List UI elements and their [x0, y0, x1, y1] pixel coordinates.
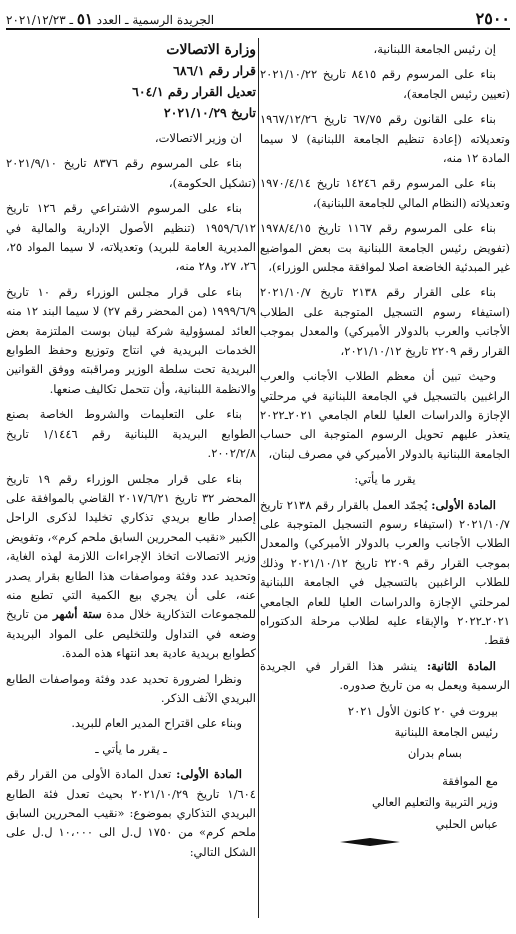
- decides-heading: ـ يقرر ما يأتي ـ: [95, 741, 167, 756]
- paragraph: بناء على المرسوم الاشتراعي رقم ١٢٦ تاريخ ١٩٥٩/٦/١٢ (تنظيم الأصول الإدارية والمالية في المديرية العامة للبريد) وتعديلاته، لا سيما المواد ٢٥، ٢٦، ٢٧، و٢٨ منه،: [6, 201, 256, 274]
- decision-number: قرار رقم ٦٨٦/١: [173, 63, 256, 78]
- preamble: ان وزير الاتصالات،: [154, 131, 242, 145]
- right-column: [260, 40, 510, 846]
- article-1: [260, 496, 510, 651]
- article-1: [6, 765, 256, 862]
- ministry-title: وزارة الاتصالات: [166, 42, 256, 58]
- page-number: ٢٥٠٠: [475, 9, 510, 28]
- left-column: [6, 40, 256, 868]
- paragraph: بناء على التعليمات والشروط الخاصة بصنع الطوابع البريدية اللبنانية رقم ١/١٤٤٦ تاريخ ٢٠٠٢/٢/٨.: [6, 407, 256, 461]
- issue-info: [6, 10, 214, 28]
- paragraph: بناء على المرسوم رقم ٨٤١٥ تاريخ ٢٠٢١/١٠/٢٢ (تعيين رئيس الجامعة)،: [260, 67, 510, 101]
- article-2: [260, 657, 510, 696]
- end-of-document-mark: [340, 838, 400, 846]
- decision-date: تاريخ ٢٠٢١/١٠/٢٩: [163, 105, 256, 120]
- article-text: يُجمّد العمل بالقرار رقم ٢١٣٨ تاريخ ٢٠٢١/١٠/٧ (استيفاء رسوم التسجيل المتوجبة على الطلاب الأجانب والعرب بالدولار الأميركي) والمعدل بموجب القرار رقم ٢٢٠٩ تاريخ ٢٠٢١/١٠/١٢ وذلك للطلاب الراغبين بالتسجيل في الجامعة اللبنانية لمرحلتي الإجازة والدراسات العليا للعام الجامعي ٢٠٢١ـ٢٠٢٢ والإبقاء عليه لطلاب مرحلة الدكتوراه فقط.: [260, 497, 510, 648]
- amendment-title: تعديل القرار رقم ٦٠٤/١: [132, 84, 256, 99]
- article-title: المادة الثانية:: [426, 658, 496, 673]
- paragraph: بناء على القرار رقم ٢١٣٨ تاريخ ٢٠٢١/١٠/٧ (استيفاء رسوم التسجيل المتوجبة على الطلاب الأجانب والعرب بالدولار الأميركي) والمعدل بموجب القرار رقم ٢٢٠٩ تاريخ ٢٠٢١/١٠/١٢،: [260, 285, 510, 358]
- signature-date: بيروت في ٢٠ كانون الأول ٢٠٢١: [347, 703, 498, 718]
- approval-label: مع الموافقة: [442, 773, 498, 788]
- paragraph-text: بناء على قرار مجلس الوزراء رقم ١٩ تاريخ المحضر ٣٢ تاريخ ٢٠١٧/٦/٢١ القاضي بالموافقة على إصدار طابع بريدي تذكاري تخليدا لذكرى الراحل الكبير «نقيب المحررين السابق ملحم كرم»، وتفويض وزير الاتصالات اتخاذ الإجراءات اللازمة لهذه الغاية، وتحديد عدد وفئة ومواصفات هذا الطابع بقرار يصدر عنه، على أن يجري بيع الكمية التي تطبع منه للمجموعات التذكارية خلال مدة: [6, 471, 256, 622]
- article-title: المادة الأولى:: [176, 767, 242, 782]
- signatory-title: رئيس الجامعة اللبنانية: [394, 725, 498, 739]
- paragraph-text: من تاريخ وضعه في التداول وللتخليص على المواد البريدية كطوابع بريدية عادية بعد انتهاء هذه المدة.: [6, 607, 256, 661]
- article-text: تعدل المادة الأولى من القرار رقم ١/٦٠٤ تاريخ ٢٠٢١/١٠/٢٩ بحيث تعدل فئة الطابع البريدي التذكاري بموضوع: «نقيب المحررين السابق ملحم كرم» من ١٧٥٠ ل.ل الى ١٠،٠٠٠ ل.ل على الشكل التالي:: [6, 767, 256, 859]
- paragraph: بناء على المرسوم رقم ٨٣٧٦ تاريخ ٢٠٢١/٩/١٠ (تشكيل الحكومة)،: [6, 156, 256, 190]
- paragraph: [6, 470, 256, 664]
- paragraph: بناء على المرسوم رقم ١٤٢٤٦ تاريخ ١٩٧٠/٤/١٤ وتعديلاته (النظام المالي للجامعة اللبنانية)،: [260, 176, 510, 210]
- paragraph: بناء على قرار مجلس الوزراء رقم ١٠ تاريخ ١٩٩٩/٦/٩ (من المحضر رقم ٢٧) لا سيما البند ١٢ منه العائد لمسؤولية شركة ليبان بوست الملتزمة بعض الخدمات البريدية في انتاج وتوزيع وحفظ الطوابع البريدية تحت سلطة الوزير ومراقبته ووفق القوانين والانظمة اللبنانية، وأن تتحمل تكاليف صنعها.: [6, 284, 256, 396]
- paragraph: بناء على المرسوم رقم ١١٦٧ تاريخ ١٩٧٨/٤/١٥ (تفويض رئيس الجامعة اللبنانية بت بعض المواضيع غير المبدئية الخاضعة اصلا لموافقة مجلس الوزراء)،: [260, 221, 510, 275]
- gazette-name: الجريدة الرسمية ـ العدد: [96, 13, 215, 27]
- approver-title: وزير التربية والتعليم العالي: [371, 795, 498, 810]
- article-text: ينشر هذا القرار في الجريدة الرسمية ويعمل به من تاريخ صدوره.: [260, 658, 510, 693]
- paragraph: وحيث تبين أن معظم الطلاب الأجانب والعرب الراغبين بالتسجيل في الجامعة اللبنانية في مرحلتي الإجازة والدراسات العليا للعام الجامعي ٢٠٢١ـ٢٠٢٢ يتعذر عليهم تحويل الرسوم المتوجبة الى حساب الجامعة اللبنانية بالدولار الأميركي في مصرف لبنان،: [260, 369, 510, 461]
- issue-date: ـ ٢٠٢١/١٢/٢٣: [6, 13, 73, 27]
- paragraph: بناء على القانون رقم ٦٧/٧٥ تاريخ ١٩٦٧/١٢/٢٦ وتعديلاته (إعادة تنظيم الجامعة اللبنانية) لا سيما المادة ١٢ منه،: [260, 112, 510, 166]
- signatory-name: بسام بدران: [407, 746, 462, 761]
- preamble: إن رئيس الجامعة اللبنانية،: [373, 42, 496, 56]
- approver-name: عباس الحلبي: [435, 816, 498, 831]
- duration-emphasis: ستة أشهر: [53, 607, 102, 622]
- article-title: المادة الأولى:: [431, 497, 496, 512]
- paragraph: ونظرا لضرورة تحديد عدد وفئة ومواصفات الطابع البريدي الآنف الذكر.: [6, 671, 256, 705]
- decides-heading: يقرر ما يأتي:: [354, 472, 416, 487]
- column-divider: [258, 38, 259, 918]
- page-header: [6, 4, 510, 30]
- issue-number: ٥١: [76, 10, 93, 28]
- paragraph: وبناء على اقتراح المدير العام للبريد.: [71, 716, 242, 731]
